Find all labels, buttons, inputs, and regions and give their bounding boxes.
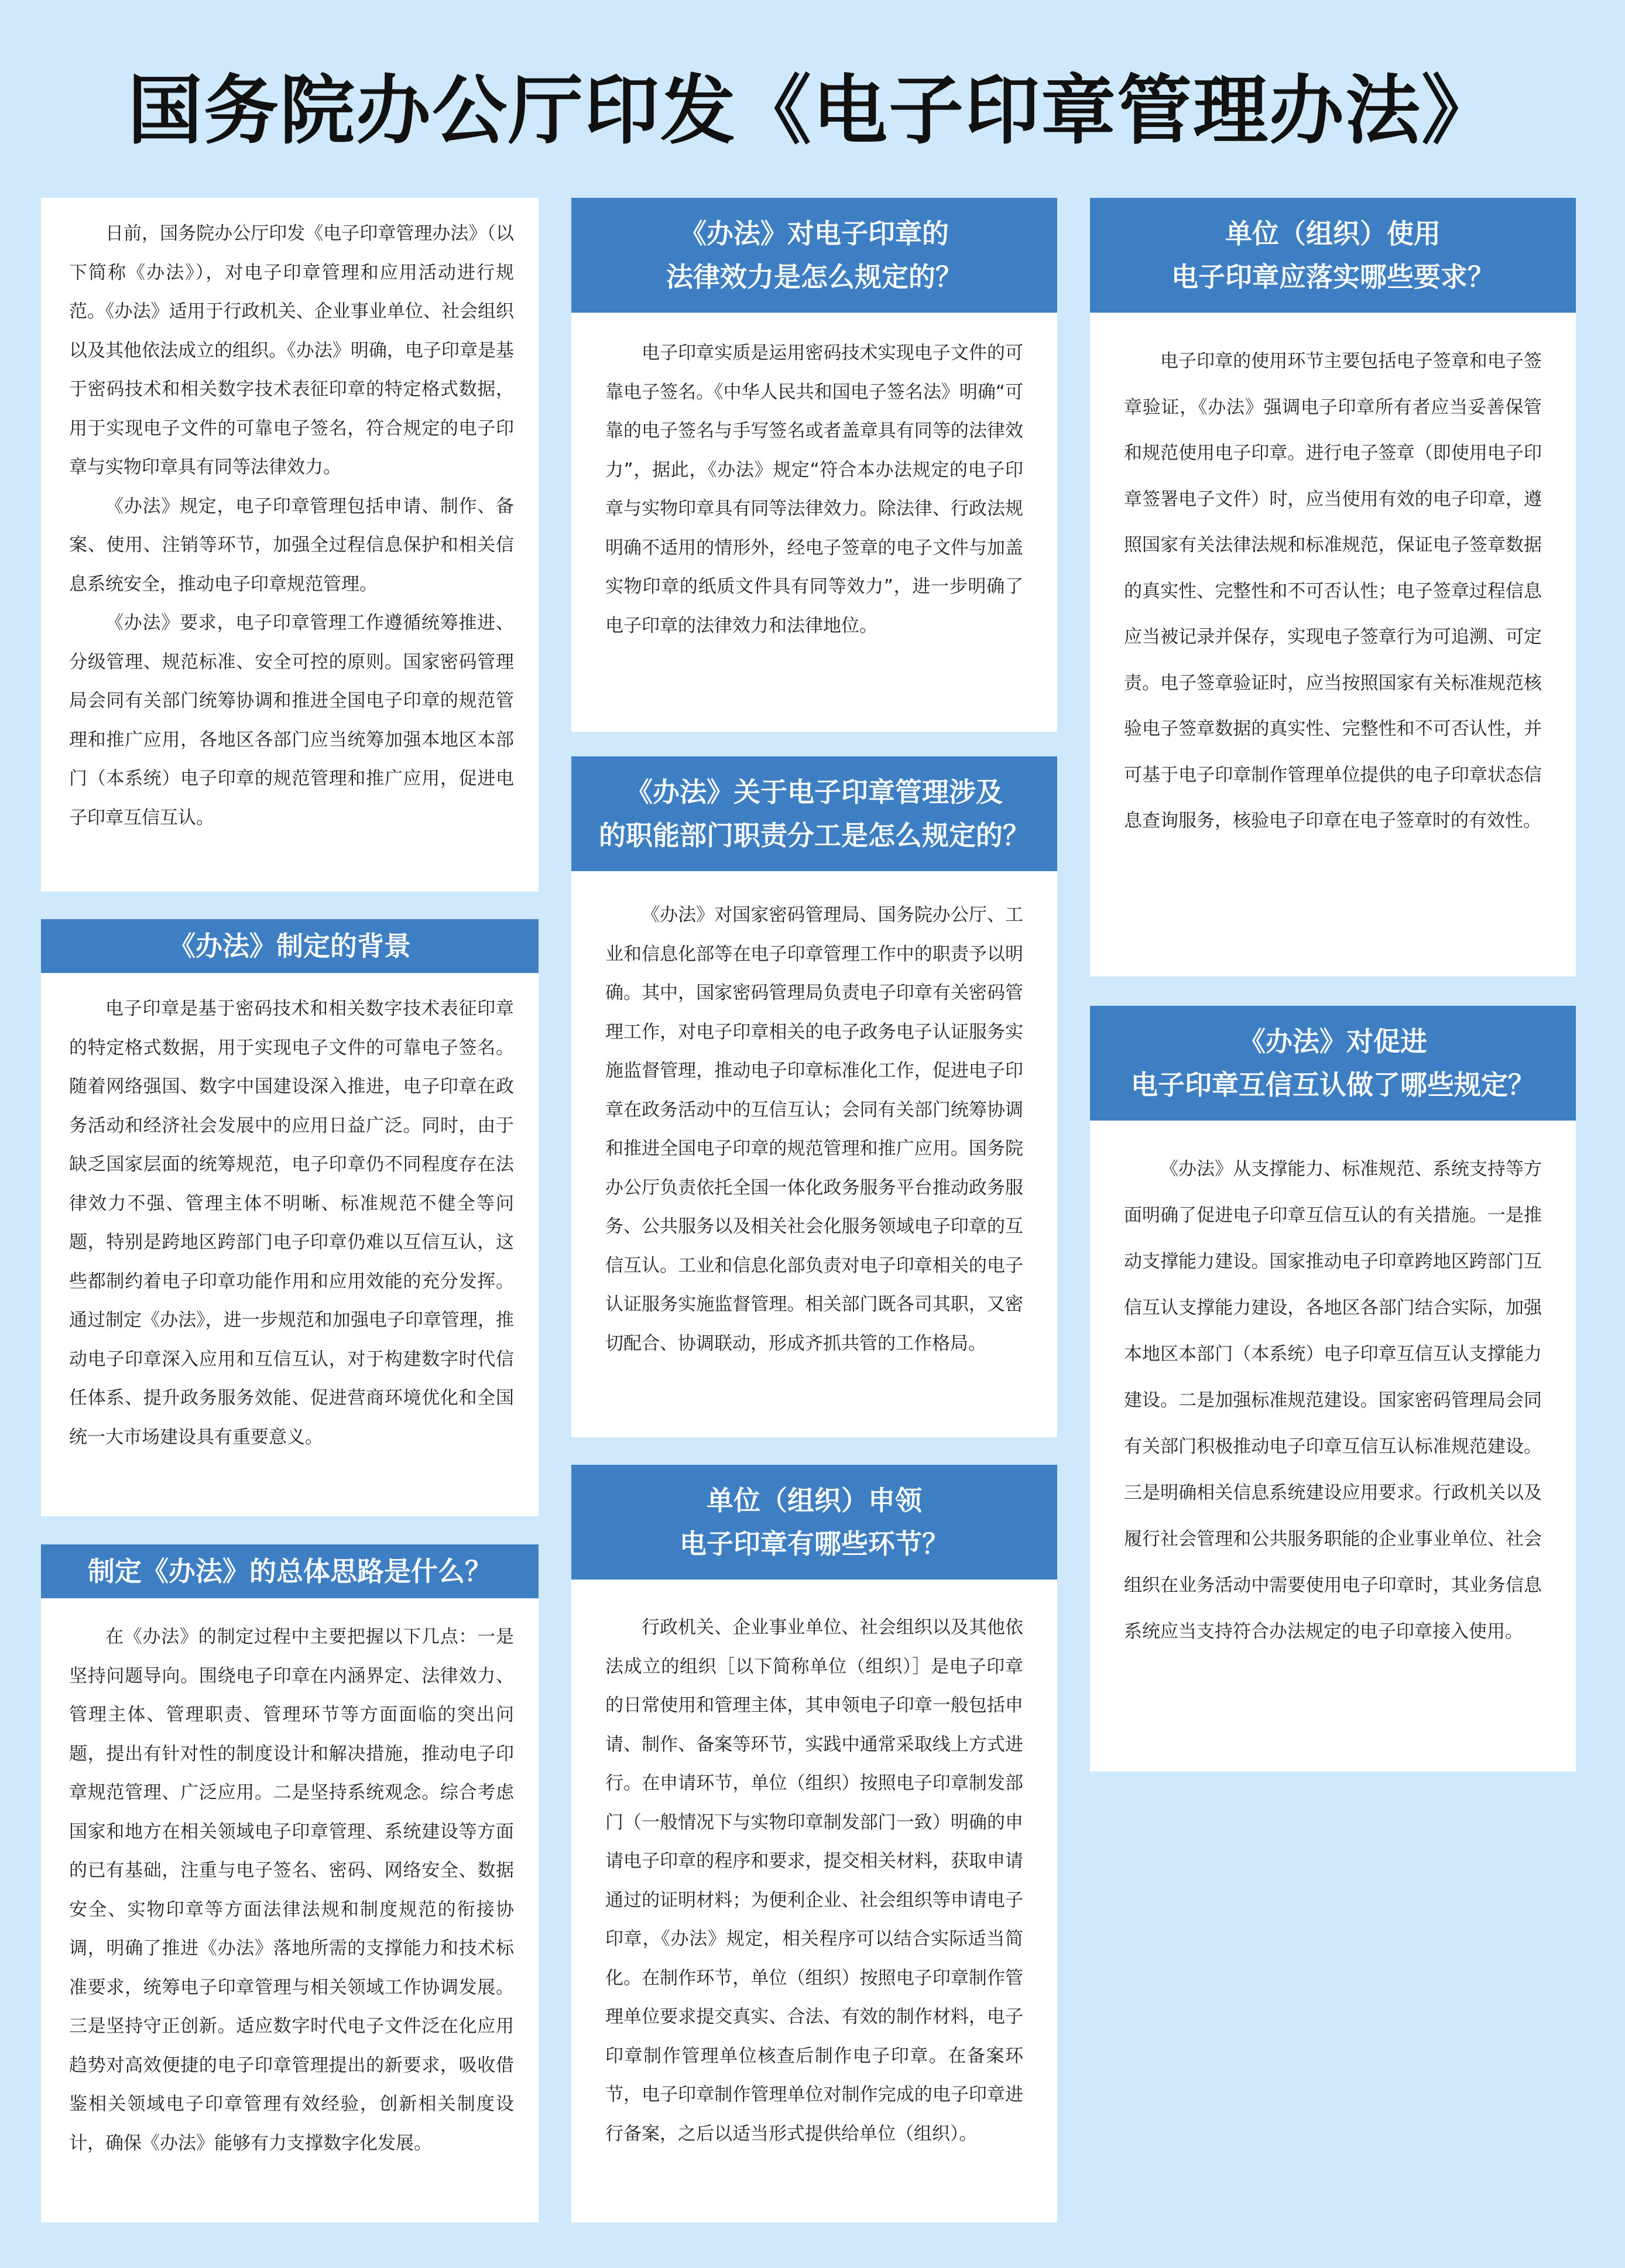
duties-heading — [571, 756, 1057, 871]
mutual-body — [1124, 1146, 1542, 1655]
use-heading-line-1: 单位（组织）使用 — [1225, 218, 1441, 249]
background-body — [69, 989, 514, 1457]
apply-heading — [571, 1465, 1057, 1580]
apply-paragraph-1: 行政机关、企业事业单位、社会组织以及其他依法成立的组织［以下简称单位（组织）］是电子印章的日常使用和管理主体，其申领电子印章一般包括申请、制作、备案等环节，实践中通常采取线上方式进行。在申请环节，单位（组织）按照电子印章制发部门（一般情况下与实物印章制发部门一致）明确的申请电子印章的程序和要求，提交相关材料，获取申请通过的证明材料；为便利企业、社会组织等申请电子印章，《办法》规定，相关程序可以结合实际适当简化。在制作环节，单位（组织）按照电子印章制作管理单位要求提交真实、合法、有效的制作材料，电子印章制作管理单位核查后制作电子印章。在备案环节，电子印章制作管理单位对制作完成的电子印章进行备案，之后以适当形式提供给单位（组织）。 — [605, 1617, 1023, 2144]
intro-card — [41, 198, 539, 892]
duties-body — [605, 896, 1023, 1363]
intro-paragraph-3: 《办法》要求，电子印章管理工作遵循统筹推进、分级管理、规范标准、安全可控的原则。国家密码管理局会同有关部门统筹协调和推进全国电子印章的规范管理和推广应用，各地区各部门应当统筹加强本地区本部门（本系统）电子印章的规范管理和推广应用，促进电子印章互信互认。 — [69, 612, 514, 828]
apply-body — [605, 1608, 1023, 2153]
duties-card — [571, 756, 1057, 1437]
legal-paragraph-1: 电子印章实质是运用密码技术实现电子文件的可靠电子签名。《中华人民共和国电子签名法》明确“可靠的电子签名与手写签名或者盖章具有同等的法律效力”，据此，《办法》规定“符合本办法规定的电子印章与实物印章具有同等法律效力。除法律、行政法规明确不适用的情形外，经电子签章的电子文件与加盖实物印章的纸质文件具有同等效力”，进一步明确了电子印章的法律效力和法律地位。 — [605, 342, 1023, 636]
legal-heading — [571, 198, 1057, 313]
legal-card — [571, 198, 1057, 732]
approach-card — [41, 1544, 539, 2222]
duties-heading-line-2: 的职能部门职责分工是怎么规定的？ — [599, 820, 1030, 851]
mutual-paragraph-1: 《办法》从支撑能力、标准规范、系统支持等方面明确了促进电子印章互信互认的有关措施。一是推动支撑能力建设。国家推动电子印章跨地区跨部门互信互认支撑能力建设，各地区各部门结合实际，加强本地区本部门（本系统）电子印章互信互认支撑能力建设。二是加强标准规范建设。国家密码管理局会同有关部门积极推动电子印章互信互认标准规范建设。三是明确相关信息系统建设应用要求。行政机关以及履行社会管理和公共服务职能的企业事业单位、社会组织在业务活动中需要使用电子印章时，其业务信息系统应当支持符合办法规定的电子印章接入使用。 — [1124, 1159, 1542, 1642]
background-heading — [41, 919, 539, 973]
approach-body — [69, 1618, 514, 2163]
mutual-heading-line-2: 电子印章互信互认做了哪些规定？ — [1131, 1069, 1535, 1101]
intro-paragraph-2: 《办法》规定，电子印章管理包括申请、制作、备案、使用、注销等环节，加强全过程信息保护和相关信息系统安全，推动电子印章规范管理。 — [69, 495, 514, 595]
page-title: 国务院办公厅印发《电子印章管理办法》 — [127, 67, 1497, 155]
apply-card — [571, 1465, 1057, 2222]
duties-paragraph-1: 《办法》对国家密码管理局、国务院办公厅、工业和信息化部等在电子印章管理工作中的职责予以明确。其中，国家密码管理局负责电子印章有关密码管理工作，对电子印章相关的电子政务电子认证服务实施监督管理，推动电子印章标准化工作，促进电子印章在政务活动中的互信互认；会同有关部门统筹协调和推进全国电子印章的规范管理和推广应用。国务院办公厅负责依托全国一体化政务服务平台推动政务服务、公共服务以及相关社会化服务领域电子印章的互信互认。工业和信息化部负责对电子印章相关的电子认证服务实施监督管理。相关部门既各司其职，又密切配合、协调联动，形成齐抓共管的工作格局。 — [605, 905, 1023, 1354]
legal-heading-line-2: 法律效力是怎么规定的？ — [666, 261, 962, 293]
legal-heading-line-1: 《办法》对电子印章的 — [680, 218, 949, 249]
intro-body — [69, 214, 514, 837]
mutual-card — [1090, 1006, 1576, 1772]
mutual-heading-line-1: 《办法》对促进 — [1239, 1026, 1427, 1057]
background-paragraph-1: 电子印章是基于密码技术和相关数字技术表征印章的特定格式数据，用于实现电子文件的可靠电子签名。随着网络强国、数字中国建设深入推进，电子印章在政务活动和经济社会发展中的应用日益广泛。同时，由于缺乏国家层面的统筹规范，电子印章仍不同程度存在法律效力不强、管理主体不明晰、标准规范不健全等问题，特别是跨地区跨部门电子印章仍难以互信互认，这些都制约着电子印章功能作用和应用效能的充分发挥。通过制定《办法》，进一步规范和加强电子印章管理，推动电子印章深入应用和互信互认，对于构建数字时代信任体系、提升政务服务效能、促进营商环境优化和全国统一大市场建设具有重要意义。 — [69, 998, 514, 1448]
duties-heading-line-1: 《办法》关于电子印章管理涉及 — [626, 776, 1003, 808]
use-paragraph-1: 电子印章的使用环节主要包括电子签章和电子签章验证，《办法》强调电子印章所有者应当妥善保管和规范使用电子印章。进行电子签章（即使用电子印章签署电子文件）时，应当使用有效的电子印章，遵照国家有关法律法规和标准规范，保证电子签章数据的真实性、完整性和不可否认性；电子签章过程信息应当被记录并保存，实现电子签章行为可追溯、可定责。电子签章验证时，应当按照国家有关标准规范核验电子签章数据的真实性、完整性和不可否认性，并可基于电子印章制作管理单位提供的电子印章状态信息查询服务，核验电子印章在电子签章时的有效性。 — [1124, 351, 1542, 831]
intro-paragraph-1: 日前，国务院办公厅印发《电子印章管理办法》（以下简称《办法》），对电子印章管理和应用活动进行规范。《办法》适用于行政机关、企业事业单位、社会组织以及其他依法成立的组织。《办法》明确，电子印章是基于密码技术和相关数字技术表征印章的特定格式数据，用于实现电子文件的可靠电子签名，符合规定的电子印章与实物印章具有同等法律效力。 — [69, 223, 514, 478]
approach-paragraph-1: 在《办法》的制定过程中主要把握以下几点：一是坚持问题导向。围绕电子印章在内涵界定、法律效力、管理主体、管理职责、管理环节等方面面临的突出问题，提出有针对性的制度设计和解决措施，推动电子印章规范管理、广泛应用。二是坚持系统观念。综合考虑国家和地方在相关领域电子印章管理、系统建设等方面的已有基础，注重与电子签名、密码、网络安全、数据安全、实物印章等方面法律法规和制度规范的衔接协调，明确了推进《办法》落地所需的支撑能力和技术标准要求，统筹电子印章管理与相关领域工作协调发展。三是坚持守正创新。适应数字时代电子文件泛在化应用趋势对高效便捷的电子印章管理提出的新要求，吸收借鉴相关领域电子印章管理有效经验，创新相关制度设计，确保《办法》能够有力支撑数字化发展。 — [69, 1626, 514, 2154]
background-card — [41, 919, 539, 1516]
use-heading-line-2: 电子印章应落实哪些要求？ — [1171, 261, 1494, 293]
apply-heading-line-1: 单位（组织）申领 — [707, 1485, 922, 1516]
use-body — [1124, 338, 1542, 844]
legal-body — [605, 334, 1023, 645]
approach-heading — [41, 1544, 539, 1598]
use-heading — [1090, 198, 1576, 313]
background-heading-text: 《办法》制定的背景 — [169, 930, 411, 962]
apply-heading-line-2: 电子印章有哪些环节？ — [680, 1528, 949, 1560]
mutual-heading — [1090, 1006, 1576, 1121]
approach-heading-text: 制定《办法》的总体思路是什么？ — [88, 1556, 492, 1587]
use-card — [1090, 198, 1576, 977]
